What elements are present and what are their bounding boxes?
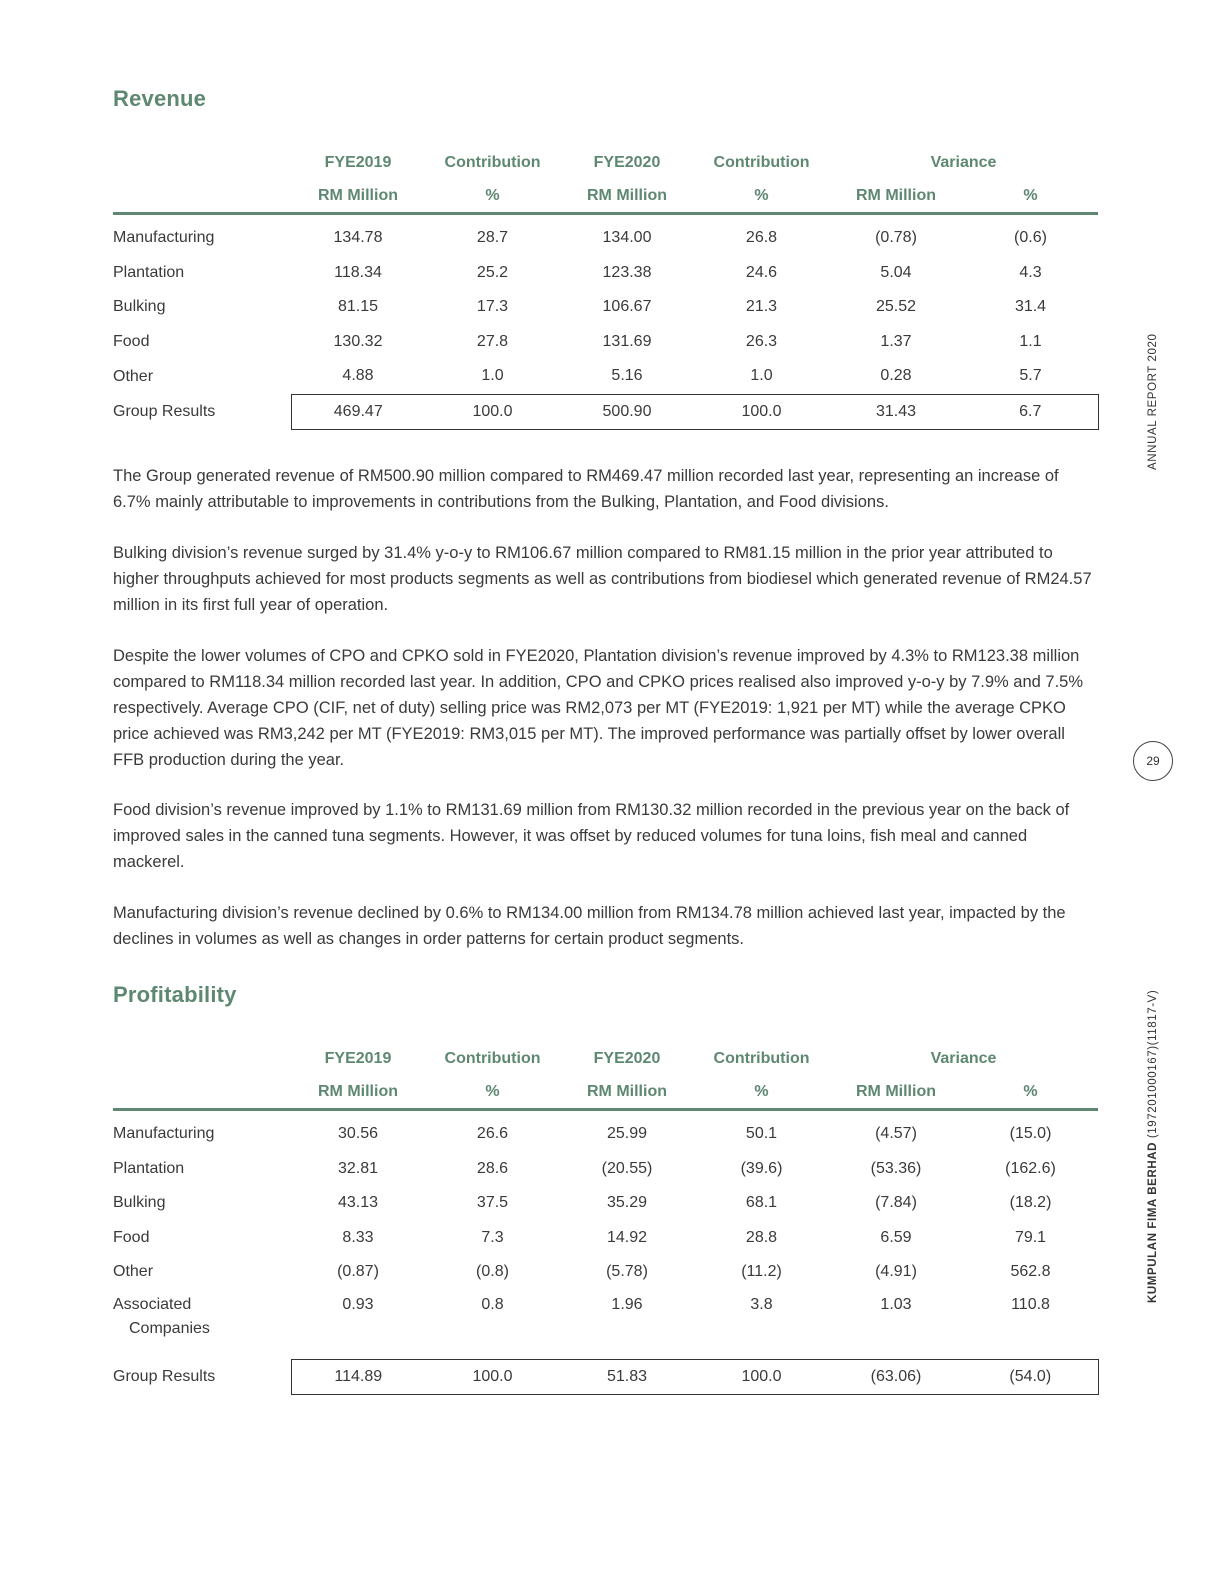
table-cell: 35.29	[606, 1194, 648, 1212]
table-cell: (4.91)	[875, 1263, 917, 1281]
col-subheader: %	[425, 180, 560, 214]
total-row	[113, 1359, 1098, 1395]
table-cell: 25.52	[875, 298, 917, 316]
col-subheader: %	[963, 1076, 1098, 1110]
col-subheader: %	[963, 180, 1098, 214]
table-header-row	[113, 1042, 1098, 1076]
table-cell: 130.32	[333, 332, 383, 350]
table-row	[113, 290, 1098, 325]
table-cell: 118.34	[334, 263, 382, 281]
col-subheader: %	[694, 180, 829, 214]
paragraph: Despite the lower volumes of CPO and CPKO sold in FYE2020, Plantation division’s revenue improved by 4.3% to RM123.38 million compared to RM118.34 million recorded last year. In addition, CPO and CPKO prices realised also improved y-o-y by 7.9% and 7.5% respectively. Average CPO (CIF, net of duty) selling price was RM2,073 per MT (FYE2019: 1,921 per MT) while the average CPKO price achieved was RM3,242 per MT (FYE2019: RM3,015 per MT). The improved performance was partially offset by lower overall FFB production during the year.	[113, 647, 1084, 769]
total-cell: 6.7	[963, 394, 1098, 430]
row-label: Other	[113, 1263, 154, 1281]
table-row	[113, 1152, 1098, 1187]
table-cell: 31.4	[1014, 298, 1047, 316]
table-cell: 4.3	[1019, 263, 1042, 281]
table-cell: 0.93	[342, 1295, 374, 1313]
total-cell: 100.0	[425, 394, 560, 430]
table-cell: 562.8	[1010, 1263, 1051, 1281]
table-cell: 106.67	[602, 298, 652, 316]
table-cell: (11.2)	[741, 1263, 782, 1281]
table-row	[113, 325, 1098, 360]
col-header: Contribution	[713, 154, 810, 171]
table-cell: 14.92	[606, 1228, 648, 1246]
table-cell: 24.6	[745, 263, 778, 281]
col-header: Contribution	[444, 1050, 541, 1067]
table-cell: 37.5	[476, 1194, 509, 1212]
table-cell: (0.87)	[337, 1263, 379, 1281]
total-cell: 114.89	[291, 1359, 425, 1395]
table-cell: 25.2	[476, 263, 509, 281]
table-cell: 5.04	[880, 263, 912, 281]
table-cell: 123.38	[602, 263, 652, 281]
table-cell: 1.37	[880, 332, 912, 350]
table-cell: 50.1	[745, 1125, 778, 1143]
table-cell: 1.03	[880, 1295, 912, 1313]
row-label: Manufacturing	[113, 229, 215, 247]
table-cell: 7.3	[481, 1228, 504, 1246]
table-cell: (39.6)	[740, 1159, 783, 1177]
table-row	[113, 1255, 1098, 1290]
table-row	[113, 359, 1098, 394]
table-cell: 134.00	[602, 229, 652, 247]
revenue-table	[113, 146, 1099, 430]
col-subheader: RM Million	[560, 180, 694, 214]
col-header: Contribution	[713, 1050, 810, 1067]
col-subheader: RM Million	[291, 1076, 425, 1110]
row-label: Plantation	[113, 263, 185, 281]
table-cell: 8.33	[342, 1228, 374, 1246]
table-row	[113, 1290, 1098, 1341]
profitability-table	[113, 1042, 1099, 1395]
table-row	[113, 1221, 1098, 1256]
table-cell: 43.13	[337, 1194, 379, 1212]
table-cell: (0.8)	[476, 1263, 509, 1281]
table-cell: 1.1	[1019, 332, 1042, 350]
table-cell: 131.69	[602, 332, 652, 350]
table-row	[113, 1186, 1098, 1221]
total-cell: 100.0	[694, 394, 829, 430]
col-header-variance: Variance	[930, 1050, 997, 1067]
company-registration: (197201000167)(11817-V)	[1147, 989, 1159, 1142]
table-cell: 68.1	[745, 1194, 778, 1212]
row-label	[113, 1290, 291, 1341]
row-label: Group Results	[113, 1367, 216, 1385]
table-row	[113, 1117, 1098, 1152]
table-cell: 26.3	[745, 332, 778, 350]
table-cell: 79.1	[1014, 1228, 1047, 1246]
col-subheader: %	[425, 1076, 560, 1110]
table-cell: (0.78)	[875, 229, 917, 247]
row-label: Plantation	[113, 1159, 185, 1177]
row-label: Food	[113, 1228, 150, 1246]
table-cell: 1.96	[611, 1295, 643, 1313]
table-cell: (4.57)	[875, 1125, 917, 1143]
col-header: FYE2019	[324, 154, 392, 171]
total-cell: 469.47	[291, 394, 425, 430]
annual-report-label: ANNUAL REPORT 2020	[1147, 333, 1159, 470]
total-cell: 51.83	[560, 1359, 694, 1395]
row-label: Bulking	[113, 1194, 166, 1212]
col-header-variance: Variance	[930, 154, 997, 171]
table-cell: (18.2)	[1009, 1194, 1052, 1212]
table-subheader-row	[113, 180, 1098, 214]
table-cell: 0.28	[880, 367, 912, 385]
col-subheader: RM Million	[560, 1076, 694, 1110]
table-cell: 28.6	[476, 1159, 509, 1177]
table-row	[113, 221, 1098, 256]
paragraph: The Group generated revenue of RM500.90 million compared to RM469.47 million recorded last year, representing an increase of 6.7% mainly attributable to improvements in contributions from the Bulking, Plantation, and Food divisions.	[113, 467, 1059, 511]
table-header-row	[113, 146, 1098, 180]
table-cell: 28.8	[745, 1228, 778, 1246]
table-cell: 21.3	[745, 298, 778, 316]
table-cell: 26.6	[476, 1125, 509, 1143]
col-header: FYE2020	[593, 154, 661, 171]
revenue-title: Revenue	[113, 86, 207, 111]
table-cell: 81.15	[337, 298, 379, 316]
table-cell: (5.78)	[606, 1263, 648, 1281]
row-label: Group Results	[113, 402, 216, 420]
table-cell: 5.16	[611, 367, 643, 385]
row-label-line1: Associated	[113, 1295, 192, 1313]
table-cell: 3.8	[750, 1295, 773, 1313]
col-header: FYE2020	[593, 1050, 661, 1067]
table-cell: 1.0	[481, 367, 504, 385]
paragraph: Food division’s revenue improved by 1.1% to RM131.69 million from RM130.32 million recorded in the previous year on the back of improved sales in the canned tuna segments. However, it was offset by reduced volumes for tuna loins, fish meal and canned mackerel.	[113, 801, 1070, 871]
company-name-bold: KUMPULAN FIMA BERHAD	[1147, 1141, 1159, 1303]
total-cell: 100.0	[694, 1359, 829, 1395]
total-cell: (54.0)	[963, 1359, 1098, 1395]
profitability-title: Profitability	[113, 982, 237, 1007]
table-cell: (7.84)	[875, 1194, 917, 1212]
row-label: Food	[113, 332, 150, 350]
table-cell: 134.78	[333, 229, 383, 247]
row-label-line2: Companies	[129, 1319, 210, 1337]
table-cell: (162.6)	[1005, 1159, 1056, 1177]
col-subheader: %	[694, 1076, 829, 1110]
table-cell: (15.0)	[1009, 1125, 1052, 1143]
col-subheader: RM Million	[291, 180, 425, 214]
table-cell: 26.8	[745, 229, 778, 247]
total-cell: 31.43	[829, 394, 963, 430]
table-row	[113, 256, 1098, 291]
total-cell: 100.0	[425, 1359, 560, 1395]
row-label: Manufacturing	[113, 1125, 215, 1143]
table-cell: 6.59	[880, 1228, 912, 1246]
table-cell: 5.7	[1019, 367, 1042, 385]
table-cell: 30.56	[337, 1125, 379, 1143]
table-cell: 25.99	[606, 1125, 648, 1143]
row-label: Bulking	[113, 298, 166, 316]
table-cell: 4.88	[342, 367, 374, 385]
table-cell: 110.8	[1011, 1295, 1050, 1313]
table-cell: 17.3	[476, 298, 509, 316]
total-cell: (63.06)	[829, 1359, 963, 1395]
paragraph: Bulking division’s revenue surged by 31.4% y-o-y to RM106.67 million compared to RM81.15 million in the prior year attributed to higher throughputs achieved for most products segments as well as contributions from biodiesel which generated revenue of RM24.57 million in its first full year of operation.	[113, 544, 1092, 614]
page-number: 29	[1133, 741, 1173, 781]
paragraph: Manufacturing division’s revenue declined by 0.6% to RM134.00 million from RM134.78 million achieved last year, impacted by the declines in volumes as well as changes in order patterns for certain product segments.	[113, 904, 1066, 948]
table-cell: (53.36)	[870, 1159, 922, 1177]
row-label: Other	[113, 367, 154, 385]
table-cell: 28.7	[476, 229, 509, 247]
table-cell: (20.55)	[601, 1159, 653, 1177]
table-subheader-row	[113, 1076, 1098, 1110]
table-cell: 1.0	[750, 367, 773, 385]
col-header: FYE2019	[324, 1050, 392, 1067]
table-cell: 27.8	[476, 332, 509, 350]
table-cell: 32.81	[337, 1159, 379, 1177]
company-name	[1147, 989, 1159, 1303]
table-cell: (0.6)	[1014, 229, 1047, 247]
total-cell: 500.90	[560, 394, 694, 430]
col-header: Contribution	[444, 154, 541, 171]
col-subheader: RM Million	[829, 1076, 963, 1110]
total-row	[113, 394, 1098, 430]
table-cell: 0.8	[481, 1295, 504, 1313]
col-subheader: RM Million	[829, 180, 963, 214]
